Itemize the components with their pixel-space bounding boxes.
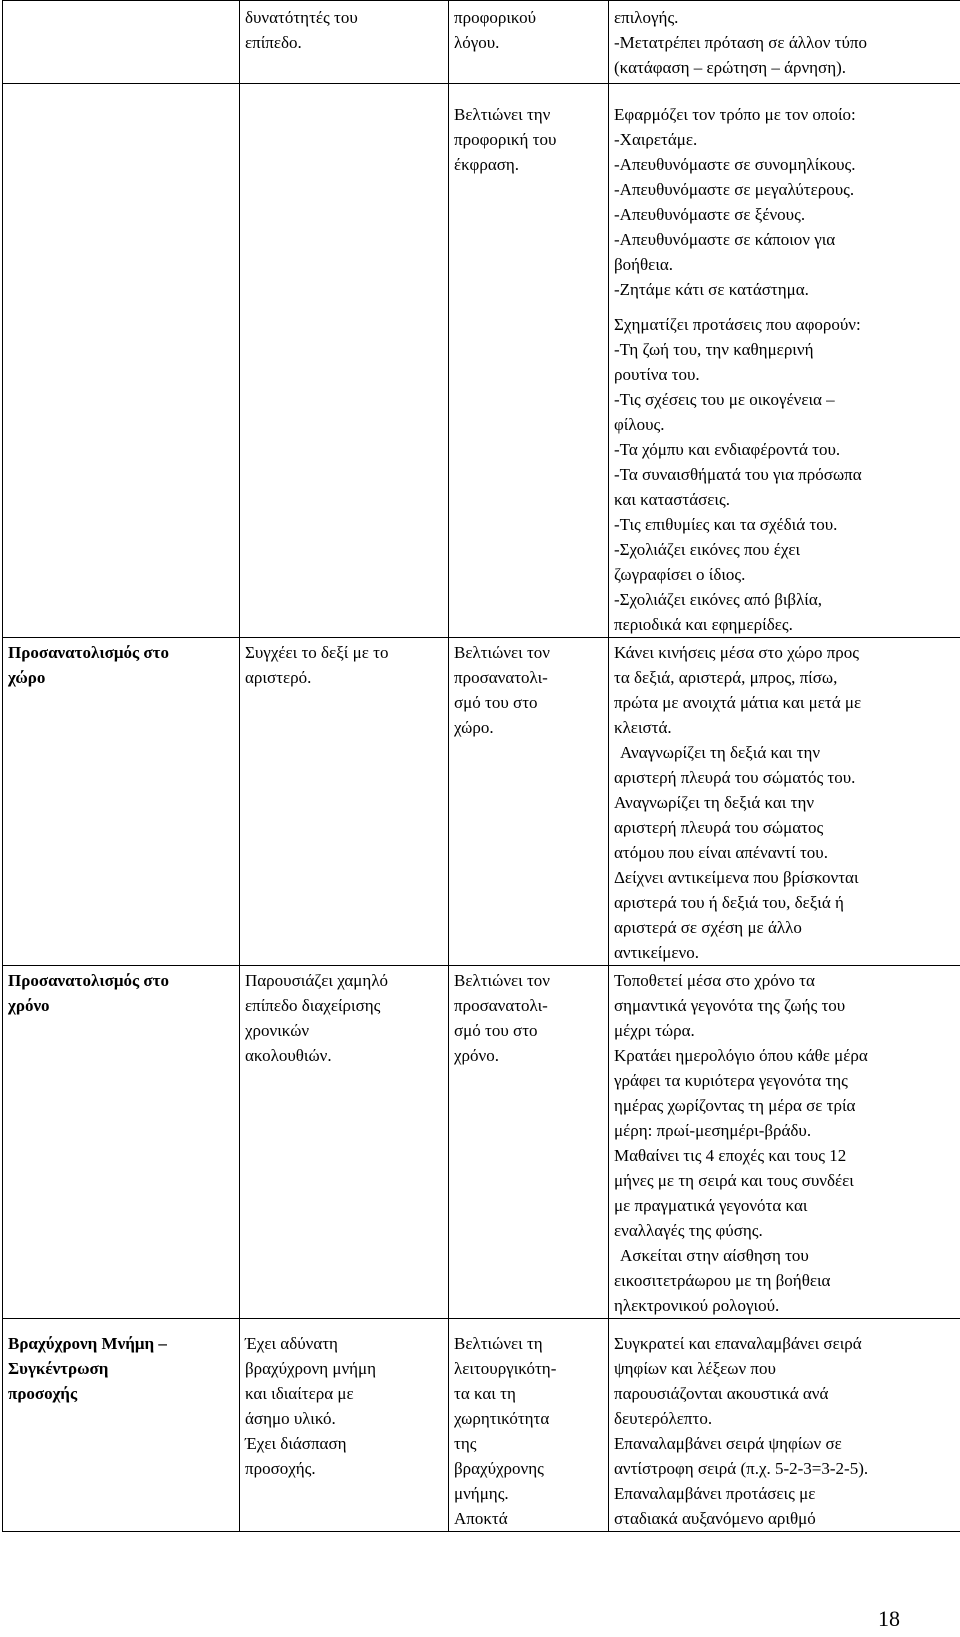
cell-line: σμό του στο: [454, 1021, 538, 1040]
cell-difficulty: [240, 1, 449, 84]
cell-topic: [3, 638, 240, 966]
cell-line: -Σχολιάζει εικόνες που έχει: [614, 540, 801, 559]
table-row: [3, 638, 960, 966]
cell-line: και ιδιαίτερα με: [245, 1384, 354, 1403]
cell-line: επίπεδο.: [245, 33, 302, 52]
cell-line: προφορικού: [454, 8, 537, 27]
cell-line: εικοσιτετράωρου με τη βοήθεια: [614, 1271, 831, 1290]
cell-line: -Απευθυνόμαστε σε ξένους.: [614, 205, 806, 224]
cell-line: αριστερά σε σχέση με άλλο: [614, 918, 802, 937]
cell-line: Προσανατολισμός στο: [8, 643, 169, 662]
cell-line: Τοποθετεί μέσα στο χρόνο τα: [614, 971, 815, 990]
cell-line: λειτουργικότη-: [454, 1359, 557, 1378]
cell-line: βοήθεια.: [614, 255, 674, 274]
cell-goal: [449, 966, 609, 1319]
cell-activities: [609, 84, 960, 638]
cell-line: (κατάφαση – ερώτηση – άρνηση).: [614, 58, 847, 77]
activity-block: [614, 1331, 955, 1531]
cell-line: βραχύχρονη μνήμη: [245, 1359, 377, 1378]
cell-line: χώρο.: [454, 718, 494, 737]
cell-line: προσοχής.: [245, 1459, 316, 1478]
cell-line: γράφει τα κυριότερα γεγονότα της: [614, 1071, 848, 1090]
cell-line: -Τα χόμπυ και ενδιαφέροντά του.: [614, 440, 841, 459]
cell-line: -Μετατρέπει πρόταση σε άλλον τύπο: [614, 33, 867, 52]
cell-line: χρόνο.: [454, 1046, 499, 1065]
cell-line: -Σχολιάζει εικόνες από βιβλία,: [614, 590, 823, 609]
cell-line: -Τις σχέσεις του με οικογένεια –: [614, 390, 835, 409]
cell-line: τα και τη: [454, 1384, 516, 1403]
cell-line: Βραχύχρονη Μνήμη –: [8, 1334, 167, 1353]
cell-line: -Απευθυνόμαστε σε μεγαλύτερους.: [614, 180, 855, 199]
cell-line: δευτερόλεπτο.: [614, 1409, 713, 1428]
page-number: 18: [878, 1606, 900, 1631]
cell-topic: [3, 1, 240, 84]
cell-difficulty: [240, 638, 449, 966]
cell-line: Αναγνωρίζει τη δεξιά και την: [614, 793, 815, 812]
cell-activities: [609, 638, 960, 966]
cell-line: σταδιακά αυξανόμενο αριθμό: [614, 1509, 816, 1528]
cell-activities: [609, 966, 960, 1319]
table-row: [3, 84, 960, 638]
cell-line: Συγχέει το δεξί με το: [245, 643, 389, 662]
activity-block: [614, 5, 955, 80]
cell-line: Σχηματίζει προτάσεις που αφορούν:: [614, 315, 861, 334]
cell-line: κλειστά.: [614, 718, 672, 737]
cell-line: επίπεδο διαχείρισης: [245, 996, 381, 1015]
activity-block: [614, 312, 955, 637]
cell-line: αριστερό.: [245, 668, 312, 687]
cell-line: Κρατάει ημερολόγιο όπου κάθε μέρα: [614, 1046, 868, 1065]
cell-line: και καταστάσεις.: [614, 490, 730, 509]
cell-line: ζωγραφίσει ο ίδιος.: [614, 565, 746, 584]
cell-line: Βελτιώνει τον: [454, 643, 550, 662]
cell-line: προφορική του: [454, 130, 557, 149]
cell-goal: [449, 1319, 609, 1532]
cell-topic: [3, 84, 240, 638]
cell-line: μέρη: πρωί-μεσημέρι-βράδυ.: [614, 1121, 812, 1140]
activity-block: [614, 640, 955, 965]
cell-line: τα δεξιά, αριστερά, μπρος, πίσω,: [614, 668, 838, 687]
cell-line: Ασκείται στην αίσθηση του: [620, 1246, 809, 1265]
cell-line: μνήμης.: [454, 1484, 509, 1503]
table-row: [3, 1, 960, 84]
cell-line: Παρουσιάζει χαμηλό: [245, 971, 389, 990]
cell-line: Κάνει κινήσεις μέσα στο χώρο προς: [614, 643, 859, 662]
cell-line: ημέρας χωρίζοντας τη μέρα σε τρία: [614, 1096, 856, 1115]
cell-line: ηλεκτρονικού ρολογιού.: [614, 1296, 780, 1315]
cell-line: αντίστροφη σειρά (π.χ. 5-2-3=3-2-5).: [614, 1459, 869, 1478]
table-row: [3, 1319, 960, 1532]
cell-line: -Χαιρετάμε.: [614, 130, 698, 149]
cell-difficulty: [240, 966, 449, 1319]
cell-line: Επαναλαμβάνει προτάσεις με: [614, 1484, 816, 1503]
cell-activities: [609, 1, 960, 84]
cell-line: μήνες με τη σειρά και τους συνδέει: [614, 1171, 854, 1190]
cell-line: προσανατολι-: [454, 996, 548, 1015]
cell-line: εναλλαγές της φύσης.: [614, 1221, 763, 1240]
cell-line: -Ζητάμε κάτι σε κατάστημα.: [614, 280, 809, 299]
cell-line: -Τα συναισθήματά του για πρόσωπα: [614, 465, 862, 484]
cell-activities: [609, 1319, 960, 1532]
cell-difficulty: [240, 1319, 449, 1532]
cell-line: Μαθαίνει τις 4 εποχές και τους 12: [614, 1146, 847, 1165]
cell-line: -Τις επιθυμίες και τα σχέδιά του.: [614, 515, 838, 534]
cell-line: βραχύχρονης: [454, 1459, 544, 1478]
cell-goal: [449, 84, 609, 638]
cell-line: επιλογής.: [614, 8, 679, 27]
cell-line: ακολουθιών.: [245, 1046, 332, 1065]
cell-goal: [449, 1, 609, 84]
cell-line: -Απευθυνόμαστε σε κάποιον για: [614, 230, 836, 249]
cell-line: προσοχής: [8, 1384, 78, 1403]
cell-line: ψηφίων και λέξεων που: [614, 1359, 776, 1378]
cell-line: -Απευθυνόμαστε σε συνομηλίκους.: [614, 155, 856, 174]
cell-line: χρονικών: [245, 1021, 310, 1040]
cell-goal: [449, 638, 609, 966]
cell-line: αντικείμενο.: [614, 943, 699, 962]
cell-line: έκφραση.: [454, 155, 520, 174]
cell-line: Έχει διάσπαση: [245, 1434, 347, 1453]
cell-line: περιοδικά και εφημερίδες.: [614, 615, 793, 634]
cell-line: Προσανατολισμός στο: [8, 971, 169, 990]
cell-line: Αναγνωρίζει τη δεξιά και την: [620, 743, 821, 762]
activity-block: [614, 968, 955, 1318]
curriculum-table: [2, 0, 960, 1532]
cell-line: αριστερά του ή δεξιά του, δεξιά ή: [614, 893, 844, 912]
cell-line: Δείχνει αντικείμενα που βρίσκονται: [614, 868, 859, 887]
cell-line: χωρητικότητα: [454, 1409, 550, 1428]
cell-line: Εφαρμόζει τον τρόπο με τον οποίο:: [614, 105, 856, 124]
cell-line: Βελτιώνει την: [454, 105, 551, 124]
cell-line: λόγου.: [454, 33, 500, 52]
cell-line: σμό του στο: [454, 693, 538, 712]
cell-line: φίλους.: [614, 415, 665, 434]
table-row: [3, 966, 960, 1319]
cell-line: -Τη ζωή του, την καθημερινή: [614, 340, 814, 359]
cell-line: Βελτιώνει τη: [454, 1334, 543, 1353]
cell-line: χώρο: [8, 668, 46, 687]
cell-line: ρουτίνα του.: [614, 365, 700, 384]
cell-line: αριστερή πλευρά του σώματός του.: [614, 768, 856, 787]
cell-line: άσημο υλικό.: [245, 1409, 336, 1428]
cell-line: της: [454, 1434, 477, 1453]
cell-topic: [3, 966, 240, 1319]
cell-line: προσανατολι-: [454, 668, 548, 687]
cell-line: σημαντικά γεγονότα της ζωής του: [614, 996, 846, 1015]
cell-line: δυνατότητές του: [245, 8, 358, 27]
cell-line: χρόνο: [8, 996, 50, 1015]
cell-line: Βελτιώνει τον: [454, 971, 550, 990]
cell-line: αριστερή πλευρά του σώματος: [614, 818, 824, 837]
cell-line: μέχρι τώρα.: [614, 1021, 695, 1040]
cell-line: Επαναλαμβάνει σειρά ψηφίων σε: [614, 1434, 842, 1453]
cell-line: Αποκτά: [454, 1509, 508, 1528]
cell-line: παρουσιάζονται ακουστικά ανά: [614, 1384, 829, 1403]
cell-line: Συγκρατεί και επαναλαμβάνει σειρά: [614, 1334, 862, 1353]
cell-line: ατόμου που είναι απέναντί του.: [614, 843, 828, 862]
cell-line: με πραγματικά γεγονότα και: [614, 1196, 808, 1215]
cell-line: πρώτα με ανοιχτά μάτια και μετά με: [614, 693, 862, 712]
cell-difficulty: [240, 84, 449, 638]
cell-line: Έχει αδύνατη: [245, 1334, 338, 1353]
cell-line: Συγκέντρωση: [8, 1359, 109, 1378]
cell-topic: [3, 1319, 240, 1532]
activity-block: [614, 102, 955, 302]
